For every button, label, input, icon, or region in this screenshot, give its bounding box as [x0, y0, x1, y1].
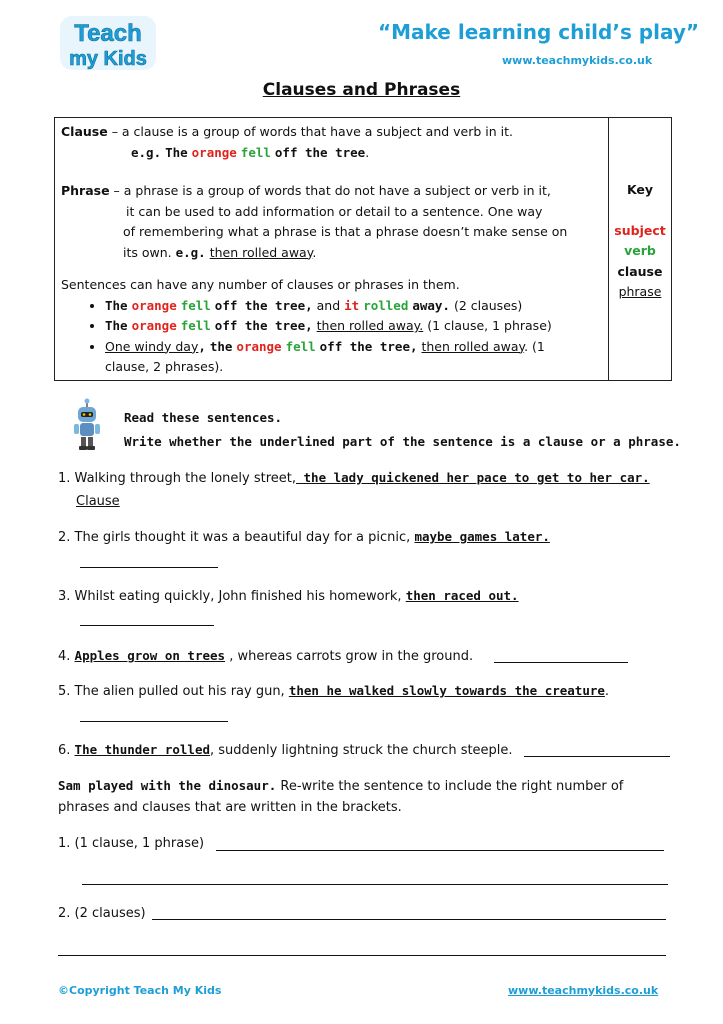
- rewrite-item-2-line[interactable]: [152, 919, 666, 920]
- robot-icon: [72, 398, 102, 452]
- question-6-answer-line[interactable]: [524, 756, 670, 757]
- rewrite-item-1-line2[interactable]: [82, 884, 668, 885]
- instruction-line2: Write whether the underlined part of the sentence is a clause or a phrase.: [124, 434, 681, 449]
- phrase-def-line3: of remembering what a phrase is that a phrase doesn’t make sense on: [123, 224, 568, 239]
- question-4-answer-line[interactable]: [494, 662, 628, 663]
- question-3-answer-line[interactable]: [80, 625, 214, 626]
- question-6: 6. The thunder rolled, suddenly lightning struck the church steeple.: [58, 742, 513, 758]
- clause-example: e.g. The orange fell off the tree.: [131, 144, 370, 160]
- footer-url[interactable]: www.teachmykids.co.uk: [508, 984, 659, 997]
- rewrite-instruction: Sam played with the dinosaur. Re-write the sentence to include the right number of: [58, 778, 624, 794]
- question-3: 3. Whilst eating quickly, John finished his homework, then raced out.: [58, 588, 519, 604]
- page-title: Clauses and Phrases: [262, 80, 461, 100]
- key-clause: clause: [617, 263, 663, 279]
- question-2: 2. The girls thought it was a beautiful day for a picnic, maybe games later.: [58, 529, 550, 545]
- rewrite-item-1: 1. (1 clause, 1 phrase): [58, 836, 205, 851]
- rewrite-item-2: 2. (2 clauses): [58, 906, 146, 921]
- tagline: “Make learning child’s play”: [378, 20, 700, 44]
- key-phrase: phrase: [618, 284, 662, 299]
- example-item: • The orange fell off the tree, and it rolled away. (2 clauses): [105, 296, 600, 317]
- question-5: 5. The alien pulled out his ray gun, then he walked slowly towards the creature.: [58, 683, 610, 699]
- key-column: [609, 118, 672, 381]
- question-5-answer-line[interactable]: [80, 721, 228, 722]
- question-2-answer-line[interactable]: [80, 567, 218, 568]
- rewrite-instruction-line2: phrases and clauses that are written in the brackets.: [58, 800, 402, 815]
- phrase-definition: Phrase – a phrase is a group of words that do not have a subject or verb in it,: [61, 183, 551, 198]
- rewrite-item-1-line[interactable]: [216, 850, 664, 851]
- key-title: Key: [626, 182, 654, 197]
- example-item: • The orange fell off the tree, then rolled away. (1 clause, 1 phrase): [105, 316, 600, 337]
- definitions-cell: [55, 118, 609, 381]
- definitions-table: [54, 117, 672, 381]
- key-subject: subject: [614, 222, 666, 238]
- footer-copyright: ©Copyright Teach My Kids: [58, 984, 222, 997]
- svg-text:Teach: Teach: [74, 20, 142, 47]
- svg-text:my Kids: my Kids: [69, 48, 147, 70]
- phrase-def-line4: its own. e.g. then rolled away.: [123, 244, 317, 260]
- phrase-def-line2: it can be used to add information or detail to a sentence. One way: [126, 203, 543, 219]
- question-4: 4. Apples grow on trees , whereas carrots grow in the ground.: [58, 648, 474, 664]
- sentences-intro: Sentences can have any number of clauses or phrases in them.: [61, 277, 460, 292]
- header-url[interactable]: www.teachmykids.co.uk: [502, 54, 653, 67]
- rewrite-item-2-line2[interactable]: [58, 955, 666, 956]
- clause-definition: Clause – a clause is a group of words that have a subject and verb in it.: [61, 124, 514, 139]
- question-1-answer[interactable]: Clause: [76, 494, 120, 509]
- examples-list: [61, 296, 600, 378]
- question-1: 1. Walking through the lonely street, the lady quickened her pace to get to her car.: [58, 470, 650, 486]
- teach-my-kids-logo: [58, 14, 158, 72]
- instruction-line1: Read these sentences.: [124, 410, 283, 425]
- example-item: • One windy day, the orange fell off the tree, then rolled away. (1 clause, 2 phrases).: [105, 337, 600, 378]
- key-verb: verb: [624, 243, 656, 258]
